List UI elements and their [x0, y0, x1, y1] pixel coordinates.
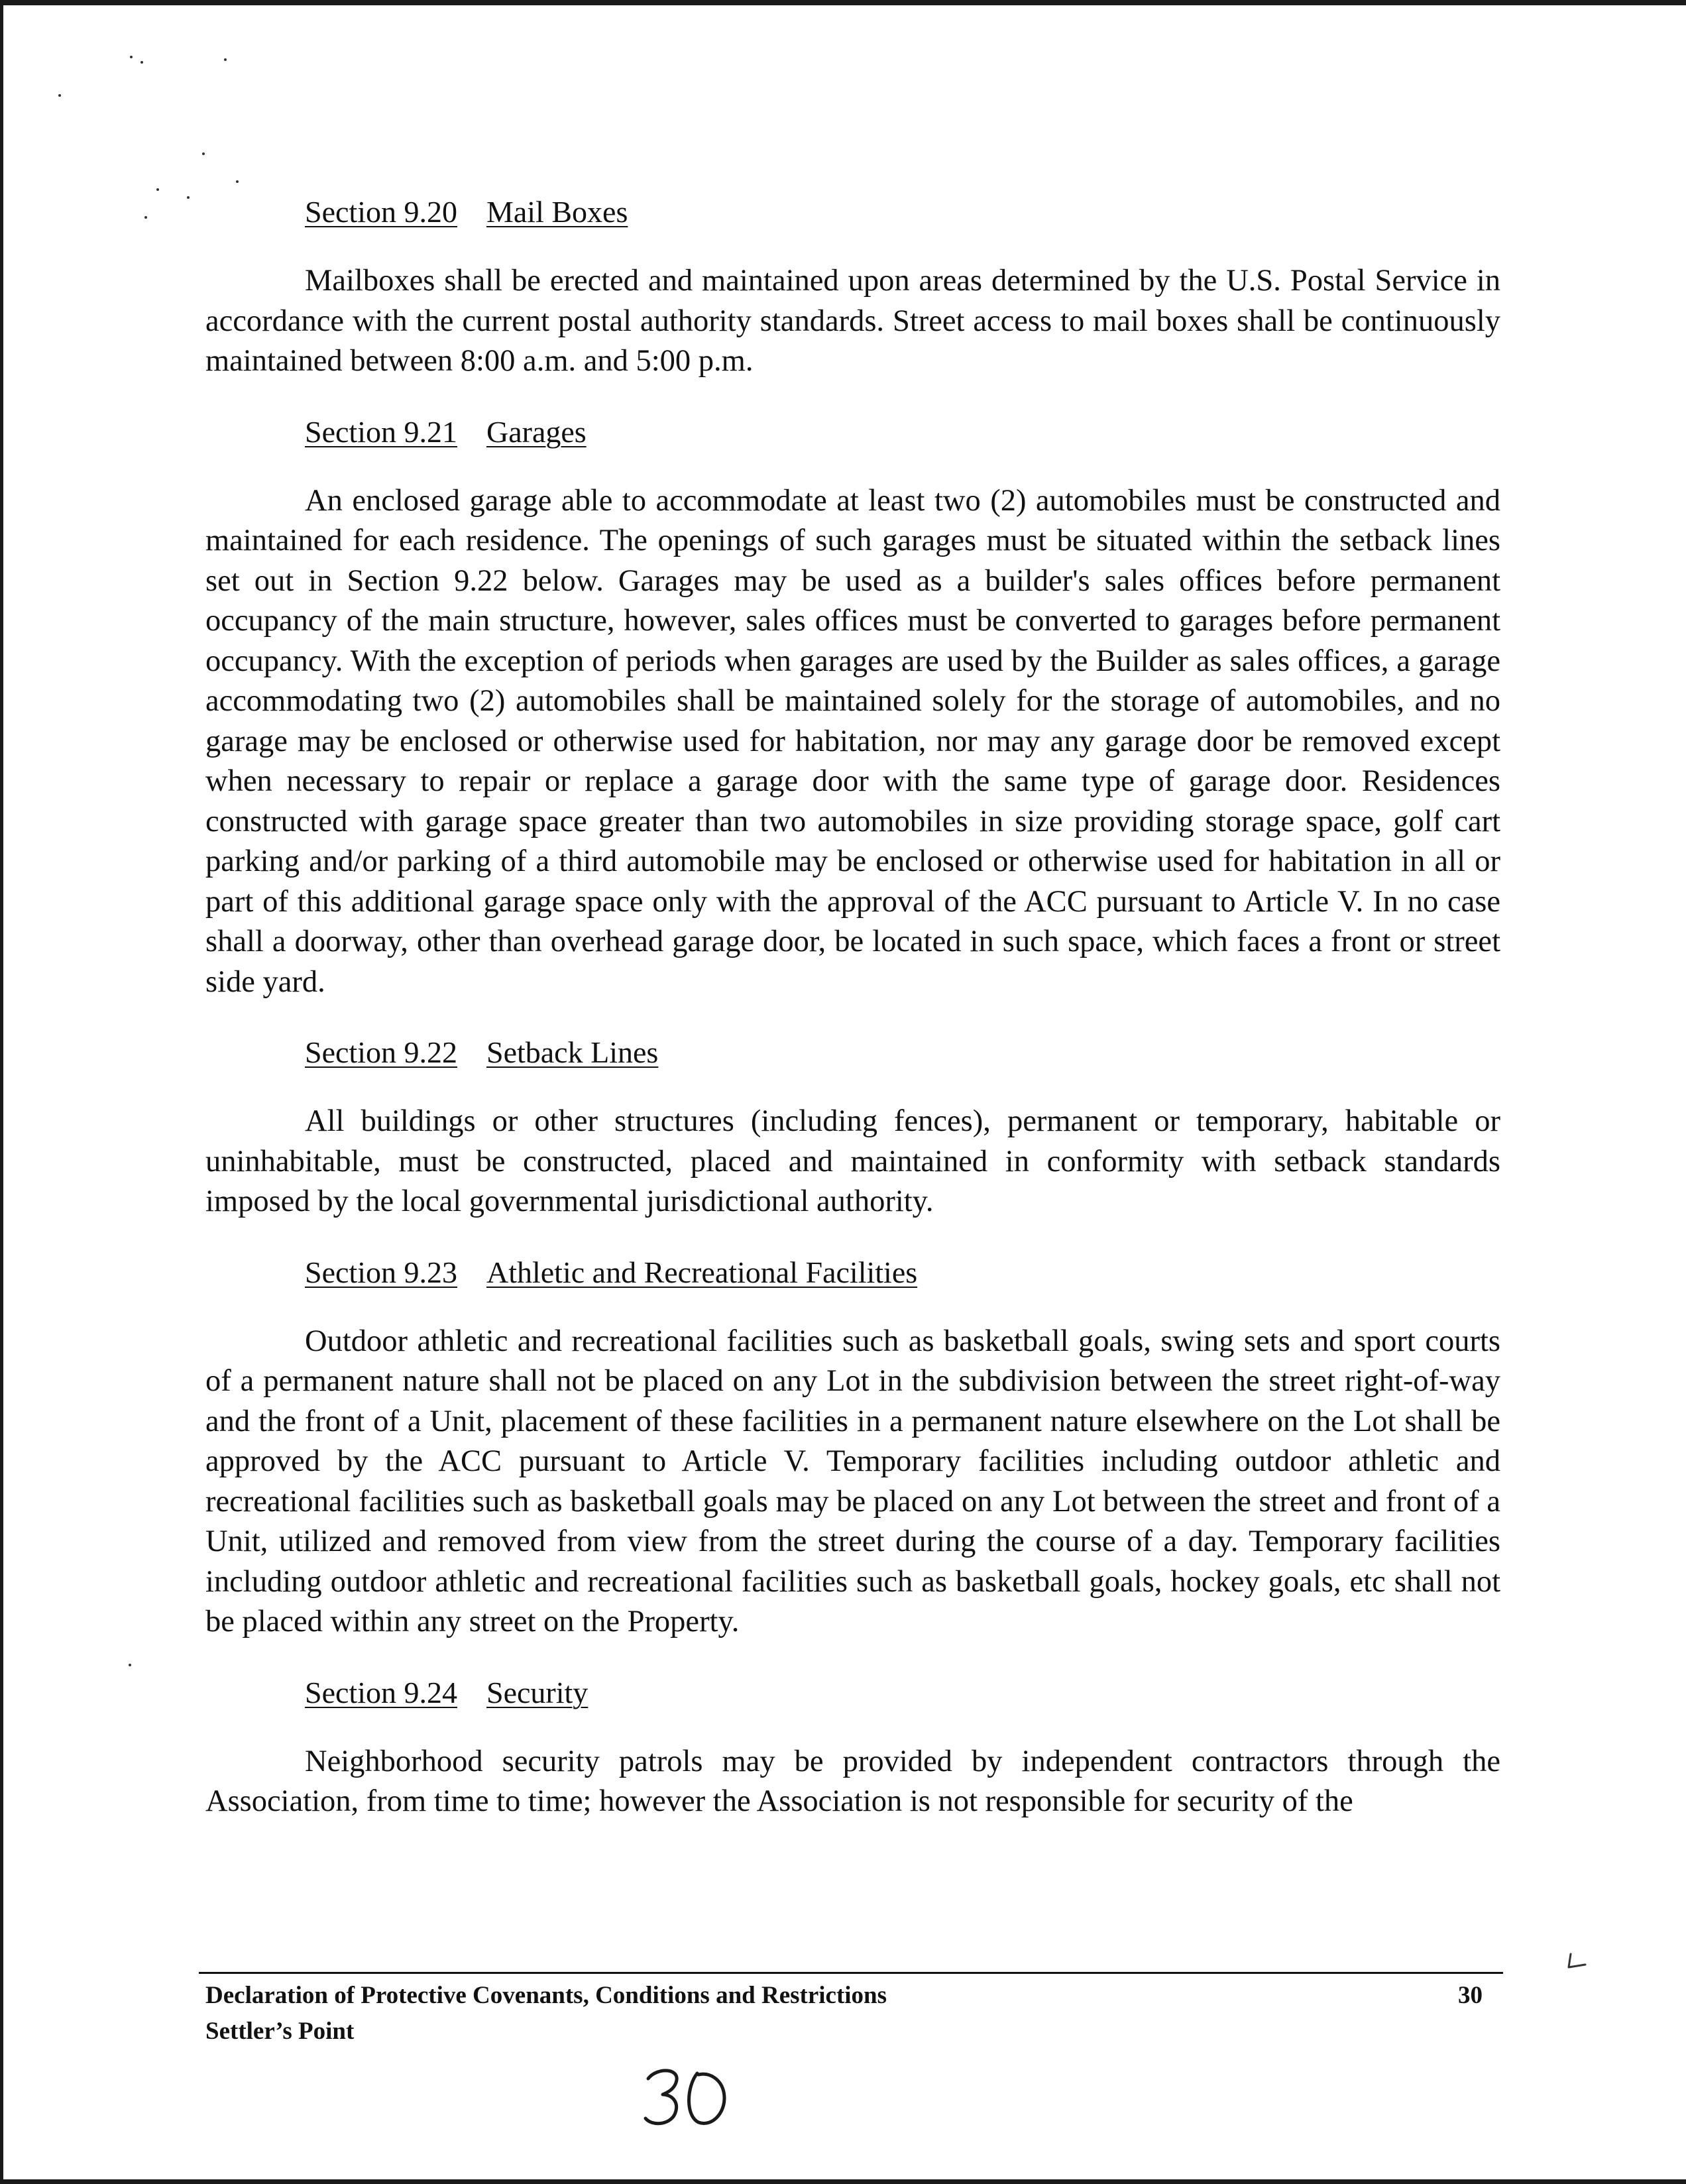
footer-document-title: Declaration of Protective Covenants, Conditions and Restrictions — [205, 1982, 887, 2009]
section-number: Section 9.24 — [305, 1675, 457, 1709]
footer-subdivision-name: Settler’s Point — [205, 2018, 355, 2045]
section-body-setback-lines: All buildings or other structures (including fences), permanent or temporary, habitable or uninhabitable, must be constructed, placed and maintained in conformity with setback standards imposed by the local governmental jurisdictional authority. — [205, 1104, 1500, 1218]
scan-border-bottom — [0, 2179, 1686, 2184]
section-title: Mail Boxes — [486, 195, 628, 229]
margin-mark — [1565, 1951, 1592, 1975]
section-body-garages: An enclosed garage able to accommodate at least two (2) automobiles must be constructed and maintained for each residence. The openings of such garages must be situated within the setback lines set out in Section 9.22 below. Garages may be used as a builder's sales offices before permanent occupancy of the main structure, however, sales offices must be converted to garages before permanent occupancy. With the exception of periods when garages are used by the Builder as sales offices, a garage accommodating two (2) automobiles shall be maintained solely for the storage of automobiles, and no garage may be enclosed or otherwise used for habitation, nor may any garage door be removed except when necessary to repair or replace a garage door with the same type of garage door. Residences constructed with garage space greater than two automobiles in size providing storage space, golf cart parking and/or parking of a third automobile may be enclosed or otherwise used for habitation in all or part of this additional garage space only with the approval of the ACC pursuant to Article V. In no case shall a doorway, other than overhead garage door, be located in such space, which faces a front or street side yard. — [205, 483, 1500, 999]
section-number: Section 9.22 — [305, 1035, 457, 1069]
scan-speck — [129, 1664, 131, 1666]
section-body-security: Neighborhood security patrols may be provided by independent contractors through the Association, from time to time; however the Association is not responsible for security of the — [205, 1744, 1500, 1818]
footer-page-number: 30 — [1458, 1982, 1483, 2009]
scan-speck — [58, 94, 61, 97]
section-heading-security — [305, 1673, 1500, 1713]
scan-speck — [236, 180, 239, 183]
document-body — [205, 192, 1500, 1853]
scan-speck — [144, 216, 147, 219]
scan-border-left — [0, 0, 3, 2184]
scan-speck — [130, 56, 133, 58]
margin-mark-drawing — [1565, 1951, 1592, 1971]
section-heading-setback-lines — [305, 1033, 1500, 1072]
scan-speck — [140, 61, 143, 64]
scan-speck — [224, 58, 227, 61]
handwritten-page-number-drawing — [643, 2061, 736, 2134]
handwritten-page-number — [643, 2061, 736, 2138]
scan-border-top — [0, 0, 1686, 5]
section-title: Garages — [486, 414, 587, 449]
section-heading-mail-boxes — [305, 192, 1500, 232]
section-title: Security — [486, 1675, 589, 1709]
scan-speck — [187, 196, 190, 199]
section-number: Section 9.21 — [305, 414, 457, 449]
section-number: Section 9.23 — [305, 1255, 457, 1289]
section-title: Setback Lines — [486, 1035, 659, 1069]
footer-divider — [199, 1972, 1503, 1974]
section-body-athletic-facilities: Outdoor athletic and recreational facilities such as basketball goals, swing sets and sport courts of a permanent nature shall not be placed on any Lot in the subdivision between the street right-of-way and the front of a Unit, placement of these facilities in a permanent nature elsewhere on the Lot shall be approved by the ACC pursuant to Article V. Temporary facilities including outdoor athletic and recreational facilities such as basketball goals may be placed on any Lot between the street and front of a Unit, utilized and removed from view from the street during the course of a day. Temporary facilities including outdoor athletic and recreational facilities such as basketball goals, hockey goals, etc shall not be placed within any street on the Property. — [205, 1324, 1500, 1638]
section-heading-athletic-facilities — [305, 1253, 1500, 1293]
section-title: Athletic and Recreational Facilities — [486, 1255, 918, 1289]
section-body-mail-boxes: Mailboxes shall be erected and maintained upon areas determined by the U.S. Postal Service in accordance with the current postal authority standards. Street access to mail boxes shall be continuously maintained between 8:00 a.m. and 5:00 p.m. — [205, 264, 1500, 378]
section-heading-garages — [305, 412, 1500, 452]
scan-speck — [202, 152, 205, 155]
scan-speck — [156, 188, 159, 191]
section-number: Section 9.20 — [305, 195, 457, 229]
